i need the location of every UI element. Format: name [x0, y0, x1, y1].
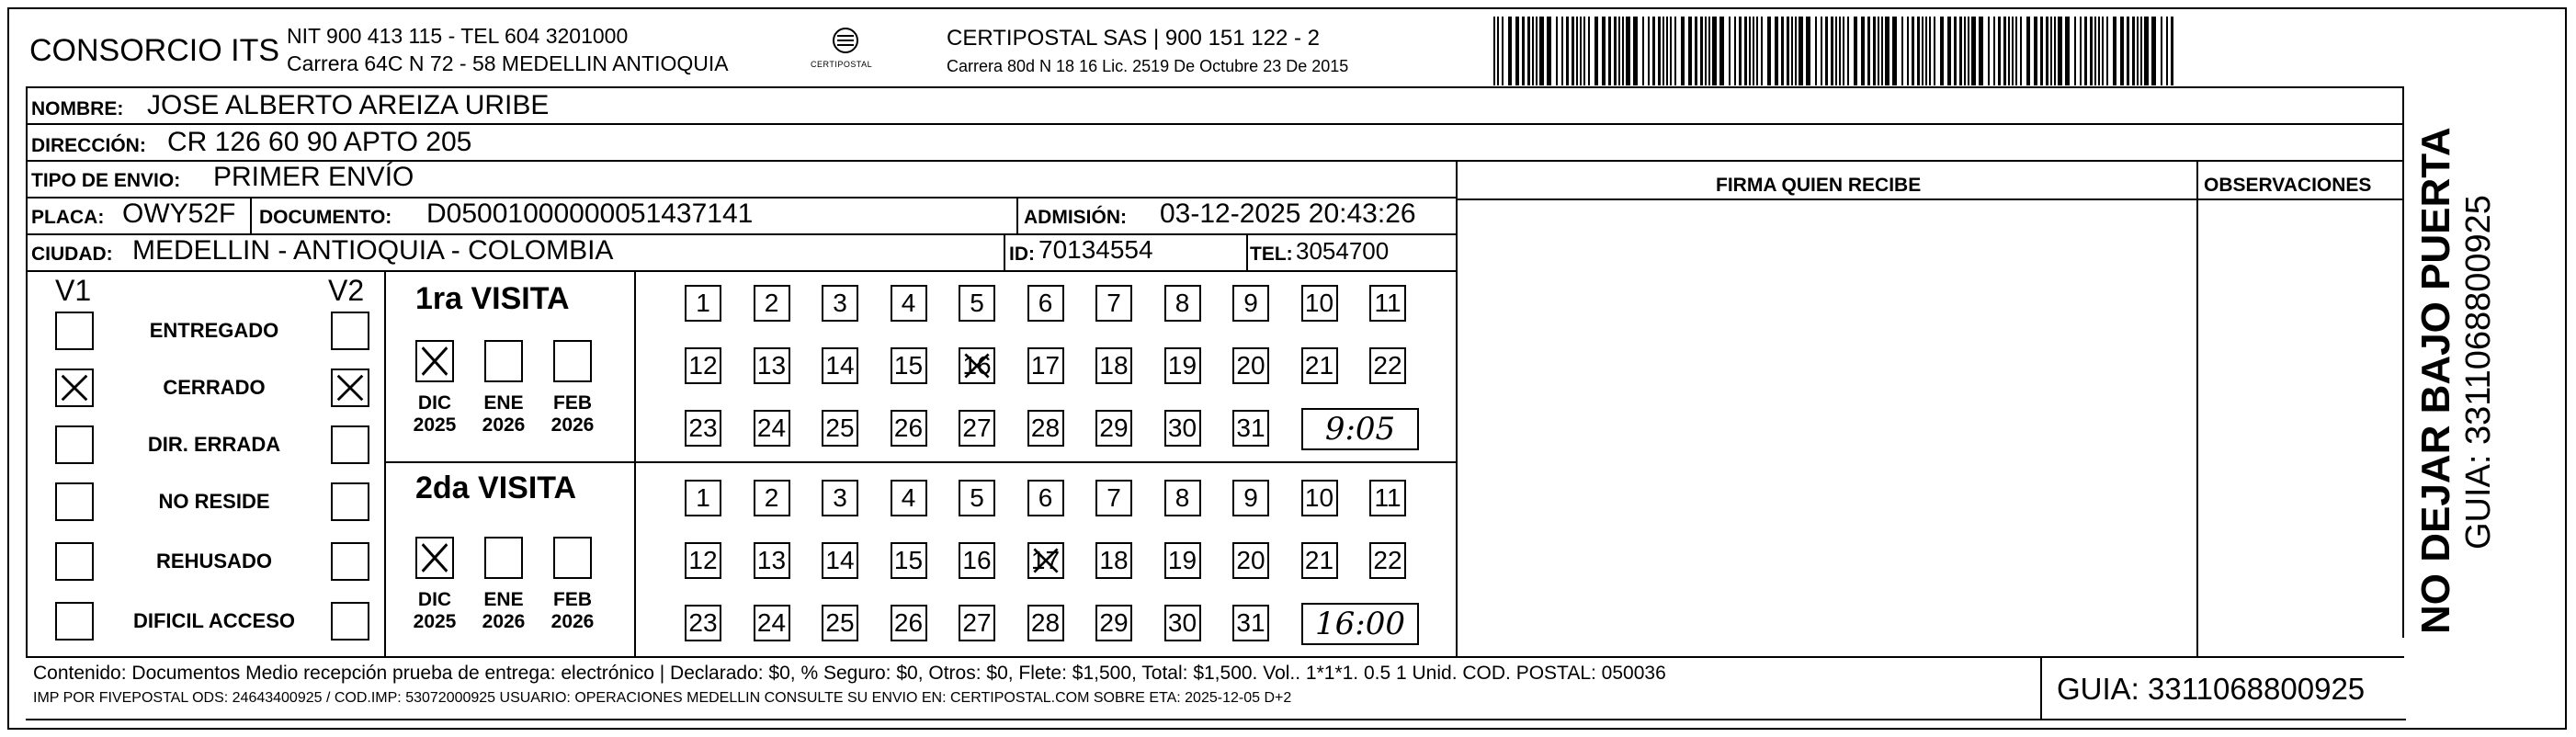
imp-line: IMP POR FIVEPOSTAL ODS: 24643400925 / COD.IMP: 53072000925 USUARIO: OPERACIONES MEDELLIN CONSULTE SU ENVIO EN: CERTIPOSTAL.COM SOBRE ETA: 2025-12-05 D+2 — [33, 690, 1292, 706]
barcode-bar — [1843, 17, 1844, 85]
id-label: ID: — [1009, 244, 1035, 265]
divider — [1016, 197, 1018, 233]
barcode-bar — [1681, 17, 1685, 85]
send-type-label: TIPO DE ENVIO: — [31, 170, 181, 191]
day-box[interactable]: 6 — [1027, 480, 1064, 516]
barcode-bar — [1968, 17, 1969, 85]
day-box[interactable]: 29 — [1095, 605, 1132, 641]
day-box[interactable]: 5 — [959, 285, 995, 322]
barcode-bar — [1831, 17, 1833, 85]
barcode-bar — [1658, 17, 1661, 85]
month-label: FEB — [553, 392, 592, 414]
day-box[interactable]: 12 — [685, 347, 721, 384]
day-box[interactable]: 16 — [959, 347, 995, 384]
barcode-bar — [2008, 17, 2010, 85]
visit1-title: 1ra VISITA — [415, 281, 570, 316]
day-box[interactable]: 21 — [1301, 347, 1338, 384]
day-box[interactable]: 23 — [685, 410, 721, 447]
barcode-bar — [1547, 17, 1551, 85]
barcode-bar — [2058, 17, 2062, 85]
divider — [26, 86, 28, 656]
day-box[interactable]: 3 — [822, 285, 858, 322]
v1-checkbox[interactable] — [55, 482, 94, 521]
barcode-bar — [1719, 17, 1724, 85]
carrier-address: Carrera 80d N 18 16 Lic. 2519 De Octubre 23 De 2015 — [947, 57, 1349, 75]
divider — [26, 123, 2404, 125]
barcode-bar — [1964, 17, 1966, 85]
v1-checkbox[interactable] — [55, 425, 94, 464]
day-mark-icon — [1029, 544, 1062, 577]
admission-date: 03-12-2025 20:43:26 — [1160, 198, 1416, 229]
divider — [384, 461, 1456, 463]
barcode-bar — [2151, 17, 2156, 85]
divider — [26, 86, 2404, 88]
carrier-name: CERTIPOSTAL SAS | 900 151 122 - 2 — [947, 26, 1320, 51]
logo-text: CERTIPOSTAL — [811, 60, 873, 69]
barcode-bar — [2094, 17, 2096, 85]
barcode-bar — [2090, 17, 2093, 85]
month-label: FEB — [553, 589, 592, 610]
barcode-bar — [1633, 17, 1638, 85]
barcode-bar — [1854, 17, 1857, 85]
barcode-bar — [1602, 17, 1606, 85]
barcode-bar — [2003, 17, 2006, 85]
send-type: PRIMER ENVÍO — [213, 162, 414, 192]
day-box[interactable]: 15 — [891, 542, 927, 579]
barcode-bar — [2132, 17, 2135, 85]
barcode-bar — [1947, 17, 1951, 85]
day-box[interactable]: 14 — [822, 347, 858, 384]
month-checkbox[interactable] — [553, 537, 592, 579]
v2-checkbox[interactable] — [331, 542, 369, 581]
company-nit: NIT 900 413 115 - TEL 604 3201000 — [287, 24, 629, 48]
status-label: NO RESIDE — [158, 490, 270, 513]
divider — [1246, 233, 1248, 270]
document-label: DOCUMENTO: — [259, 207, 392, 228]
barcode-bar — [1756, 17, 1758, 85]
footer-guide: GUIA: 3311068800925 — [2057, 672, 2366, 706]
v2-checkbox[interactable] — [331, 482, 369, 521]
barcode-bar — [1670, 17, 1672, 85]
day-box[interactable]: 9 — [1232, 480, 1269, 516]
barcode-bar — [1608, 17, 1611, 85]
day-box[interactable]: 9 — [1232, 285, 1269, 322]
day-box[interactable]: 4 — [891, 480, 927, 516]
barcode-bar — [1576, 17, 1578, 85]
day-box[interactable]: 7 — [1095, 285, 1132, 322]
status-label: DIR. ERRADA — [147, 433, 281, 456]
day-box[interactable]: 13 — [754, 347, 790, 384]
barcode-bar — [2137, 17, 2139, 85]
day-box[interactable]: 23 — [685, 605, 721, 641]
barcode-bar — [1781, 17, 1784, 85]
plate-label: PLACA: — [31, 207, 105, 228]
day-box[interactable]: 17 — [1027, 542, 1064, 579]
day-box[interactable]: 15 — [891, 347, 927, 384]
barcode-bar — [2050, 17, 2052, 85]
day-box[interactable]: 30 — [1164, 605, 1201, 641]
day-box[interactable]: 18 — [1095, 347, 1132, 384]
visit-time[interactable]: 16:00 — [1301, 603, 1419, 645]
barcode-bar — [1892, 17, 1897, 85]
day-box[interactable]: 31 — [1232, 410, 1269, 447]
barcode-bar — [1588, 17, 1590, 85]
barcode-bar — [2084, 17, 2087, 85]
barcode-bar — [2065, 17, 2070, 85]
day-box[interactable]: 27 — [959, 410, 995, 447]
barcode-bar — [2015, 17, 2017, 85]
v1-checkbox[interactable] — [55, 312, 94, 350]
day-box[interactable]: 1 — [685, 285, 721, 322]
barcode-bar — [1744, 17, 1747, 85]
side-guide: GUIA: 3311068800925 — [2459, 195, 2498, 550]
divider — [2196, 160, 2198, 656]
v1-checkbox[interactable] — [55, 368, 94, 407]
day-box[interactable]: 17 — [1027, 347, 1064, 384]
day-box[interactable]: 2 — [754, 285, 790, 322]
barcode-bar — [1642, 17, 1644, 85]
barcode-bar — [1787, 17, 1789, 85]
barcode-bar — [1815, 17, 1817, 85]
barcode-bar — [2127, 17, 2129, 85]
day-mark-icon — [960, 349, 993, 382]
barcode-bar — [1907, 17, 1909, 85]
divider — [250, 197, 252, 233]
day-box[interactable]: 11 — [1369, 480, 1406, 516]
v1-checkbox[interactable] — [55, 602, 94, 641]
barcode-bar — [1572, 17, 1574, 85]
barcode-bar — [2034, 17, 2037, 85]
day-box[interactable]: 1 — [685, 480, 721, 516]
recipient-id: 70134554 — [1038, 235, 1153, 264]
company-name: CONSORCIO ITS — [29, 33, 280, 68]
barcode-bar — [1998, 17, 2001, 85]
month-checkbox[interactable] — [484, 537, 523, 579]
barcode-bar — [1493, 17, 1495, 85]
barcode-bar — [1749, 17, 1751, 85]
barcode-bar — [1753, 17, 1754, 85]
divider — [1004, 233, 1005, 270]
day-box[interactable]: 8 — [1164, 285, 1201, 322]
barcode-bar — [1688, 17, 1692, 85]
year-label: 2026 — [482, 611, 526, 632]
recipient-name: JOSE ALBERTO AREIZA URIBE — [147, 90, 550, 120]
day-box[interactable]: 18 — [1095, 542, 1132, 579]
year-label: 2026 — [482, 414, 526, 436]
day-box[interactable]: 8 — [1164, 480, 1201, 516]
day-box[interactable]: 20 — [1232, 347, 1269, 384]
barcode-bar — [1795, 17, 1797, 85]
status-label: CERRADO — [163, 376, 266, 399]
barcode-bar — [2171, 17, 2173, 85]
visit2-title: 2da VISITA — [415, 471, 577, 505]
barcode-bar — [1583, 17, 1585, 85]
v1-checkbox[interactable] — [55, 542, 94, 581]
barcode-bar — [1959, 17, 1962, 85]
day-box[interactable]: 4 — [891, 285, 927, 322]
month-checkbox[interactable] — [415, 537, 454, 579]
barcode-bar — [1536, 17, 1538, 85]
day-box[interactable]: 11 — [1369, 285, 1406, 322]
divider — [26, 656, 2404, 658]
divider — [384, 270, 386, 656]
barcode-bar — [2140, 17, 2142, 85]
day-box[interactable]: 10 — [1301, 480, 1338, 516]
barcode-bar — [1508, 17, 1512, 85]
day-box[interactable]: 28 — [1027, 605, 1064, 641]
day-box[interactable]: 22 — [1369, 542, 1406, 579]
divider — [1456, 160, 1458, 656]
signature-header: FIRMA QUIEN RECIBE — [1716, 175, 1922, 196]
day-box[interactable]: 26 — [891, 410, 927, 447]
day-box[interactable]: 29 — [1095, 410, 1132, 447]
observations-header: OBSERVACIONES — [2204, 175, 2372, 196]
year-label: 2025 — [413, 611, 457, 632]
barcode-bar — [1881, 17, 1883, 85]
barcode-bar — [1561, 17, 1563, 85]
divider — [634, 270, 636, 656]
recipient-tel: 3054700 — [1296, 237, 1390, 265]
barcode-bar — [1532, 17, 1534, 85]
barcode-bar — [1662, 17, 1664, 85]
plate: OWY52F — [122, 198, 236, 229]
month-label: ENE — [483, 392, 524, 414]
month-checkbox[interactable] — [553, 340, 592, 382]
barcode-bar — [1566, 17, 1569, 85]
barcode-bar — [1825, 17, 1828, 85]
barcode-bar — [1539, 17, 1544, 85]
day-box[interactable]: 10 — [1301, 285, 1338, 322]
day-box[interactable]: 26 — [891, 605, 927, 641]
barcode-bar — [1622, 17, 1624, 85]
barcode-bar — [1929, 17, 1931, 85]
barcode-bar — [2020, 17, 2022, 85]
day-box[interactable]: 5 — [959, 480, 995, 516]
barcode-bar — [1912, 17, 1914, 85]
status-label: DIFICIL ACCESO — [132, 609, 295, 632]
barcode-bar — [1626, 17, 1630, 85]
barcode-bar — [1940, 17, 1944, 85]
barcode-bar — [2054, 17, 2056, 85]
day-box[interactable]: 30 — [1164, 410, 1201, 447]
barcode-bar — [2102, 17, 2104, 85]
v2-checkbox[interactable] — [331, 425, 369, 464]
barcode-bar — [2120, 17, 2124, 85]
barcode-bar — [1767, 17, 1771, 85]
divider — [1456, 198, 2404, 200]
day-box[interactable]: 12 — [685, 542, 721, 579]
barcode-bar — [1791, 17, 1793, 85]
tel-label: TEL: — [1250, 244, 1293, 265]
barcode-bar — [1988, 17, 1990, 85]
day-box[interactable]: 16 — [959, 542, 995, 579]
content-line: Contenido: Documentos Medio recepción prueba de entrega: electrónico | Declarado: $0, % Seguro: $0, Otros: $0, Flete: $1,500, Total: $1,500. Vol.. 1*1*1. 0.5 1 Unid. COD. POSTAL: 050036 — [33, 663, 1666, 684]
divider — [26, 719, 2406, 720]
year-label: 2026 — [550, 611, 595, 632]
barcode-bar — [2046, 17, 2048, 85]
day-box[interactable]: 25 — [822, 605, 858, 641]
barcode-bar — [2098, 17, 2100, 85]
day-box[interactable]: 27 — [959, 605, 995, 641]
barcode-bar — [1925, 17, 1927, 85]
barcode-bar — [2012, 17, 2014, 85]
month-label: DIC — [417, 392, 452, 414]
barcode-bar — [1885, 17, 1889, 85]
barcode-bar — [2166, 17, 2168, 85]
v2-label: V2 — [328, 274, 365, 307]
barcode-bar — [2106, 17, 2108, 85]
barcode-bar — [1695, 17, 1697, 85]
day-box[interactable]: 21 — [1301, 542, 1338, 579]
barcode-bar — [1618, 17, 1620, 85]
day-box[interactable]: 7 — [1095, 480, 1132, 516]
barcode-bar — [1515, 17, 1519, 85]
barcode-bar — [2074, 17, 2076, 85]
barcode-bar — [1761, 17, 1763, 85]
barcode-bar — [1556, 17, 1558, 85]
barcode-bar — [1614, 17, 1617, 85]
v1-label: V1 — [55, 274, 92, 307]
barcode-bar — [1873, 17, 1876, 85]
address-label: DIRECCIÓN: — [31, 135, 146, 156]
barcode-bar — [1594, 17, 1598, 85]
month-checkbox[interactable] — [415, 340, 454, 382]
barcode-bar — [1847, 17, 1849, 85]
barcode-bar — [1878, 17, 1879, 85]
day-box[interactable]: 24 — [754, 605, 790, 641]
document-number: D05001000000051437141 — [426, 198, 754, 229]
barcode-bar — [1580, 17, 1582, 85]
day-box[interactable]: 28 — [1027, 410, 1064, 447]
day-box[interactable]: 19 — [1164, 542, 1201, 579]
v2-checkbox[interactable] — [331, 602, 369, 641]
barcode — [1493, 17, 2178, 85]
barcode-bar — [1729, 17, 1731, 85]
day-box[interactable]: 6 — [1027, 285, 1064, 322]
barcode-bar — [1922, 17, 1923, 85]
side-warning: NO DEJAR BAJO PUERTA — [2413, 127, 2458, 634]
v2-checkbox[interactable] — [331, 368, 369, 407]
barcode-bar — [1497, 17, 1499, 85]
day-box[interactable]: 3 — [822, 480, 858, 516]
barcode-bar — [1712, 17, 1717, 85]
day-box[interactable]: 24 — [754, 410, 790, 447]
barcode-bar — [1954, 17, 1957, 85]
day-box[interactable]: 19 — [1164, 347, 1201, 384]
barcode-bar — [1917, 17, 1920, 85]
barcode-bar — [1502, 17, 1504, 85]
barcode-bar — [1648, 17, 1650, 85]
day-box[interactable]: 20 — [1232, 542, 1269, 579]
barcode-bar — [2080, 17, 2082, 85]
barcode-bar — [1835, 17, 1837, 85]
barcode-bar — [1971, 17, 1976, 85]
day-box[interactable]: 2 — [754, 480, 790, 516]
admission-label: ADMISIÓN: — [1024, 207, 1127, 228]
company-address: Carrera 64C N 72 - 58 MEDELLIN ANTIOQUIA — [287, 51, 729, 75]
status-label: REHUSADO — [156, 550, 272, 573]
barcode-bar — [1522, 17, 1525, 85]
month-label: DIC — [417, 589, 452, 610]
city: MEDELLIN - ANTIOQUIA - COLOMBIA — [132, 235, 614, 266]
status-label: ENTREGADO — [149, 319, 279, 342]
name-label: NOMBRE: — [31, 98, 124, 119]
barcode-bar — [1993, 17, 1995, 85]
day-box[interactable]: 14 — [822, 542, 858, 579]
barcode-bar — [1839, 17, 1841, 85]
barcode-bar — [1652, 17, 1655, 85]
barcode-bar — [1901, 17, 1903, 85]
barcode-bar — [2113, 17, 2116, 85]
visit-time[interactable]: 9:05 — [1301, 408, 1419, 450]
barcode-bar — [1705, 17, 1707, 85]
barcode-bar — [1666, 17, 1668, 85]
barcode-bar — [1799, 17, 1803, 85]
year-label: 2026 — [550, 414, 595, 436]
barcode-bar — [1700, 17, 1703, 85]
barcode-bar — [1734, 17, 1736, 85]
barcode-bar — [1979, 17, 1983, 85]
barcode-bar — [1934, 17, 1935, 85]
barcode-bar — [2144, 17, 2149, 85]
barcode-bar — [1867, 17, 1870, 85]
barcode-bar — [1527, 17, 1530, 85]
barcode-bar — [1739, 17, 1742, 85]
barcode-bar — [1861, 17, 1865, 85]
divider — [2402, 86, 2404, 638]
barcode-bar — [1775, 17, 1778, 85]
v2-checkbox[interactable] — [331, 312, 369, 350]
day-box[interactable]: 22 — [1369, 347, 1406, 384]
barcode-bar — [2040, 17, 2043, 85]
barcode-bar — [1821, 17, 1822, 85]
barcode-bar — [2026, 17, 2030, 85]
barcode-bar — [1708, 17, 1710, 85]
day-box[interactable]: 25 — [822, 410, 858, 447]
recipient-address: CR 126 60 90 APTO 205 — [167, 127, 472, 157]
month-checkbox[interactable] — [484, 340, 523, 382]
barcode-bar — [1806, 17, 1810, 85]
day-box[interactable]: 31 — [1232, 605, 1269, 641]
certipostal-logo — [809, 24, 882, 79]
month-label: ENE — [483, 589, 524, 610]
day-box[interactable]: 13 — [754, 542, 790, 579]
divider — [2040, 656, 2042, 719]
year-label: 2025 — [413, 414, 457, 436]
divider — [26, 270, 1456, 272]
barcode-bar — [2161, 17, 2162, 85]
city-label: CIUDAD: — [31, 244, 113, 265]
barcode-bar — [1674, 17, 1676, 85]
